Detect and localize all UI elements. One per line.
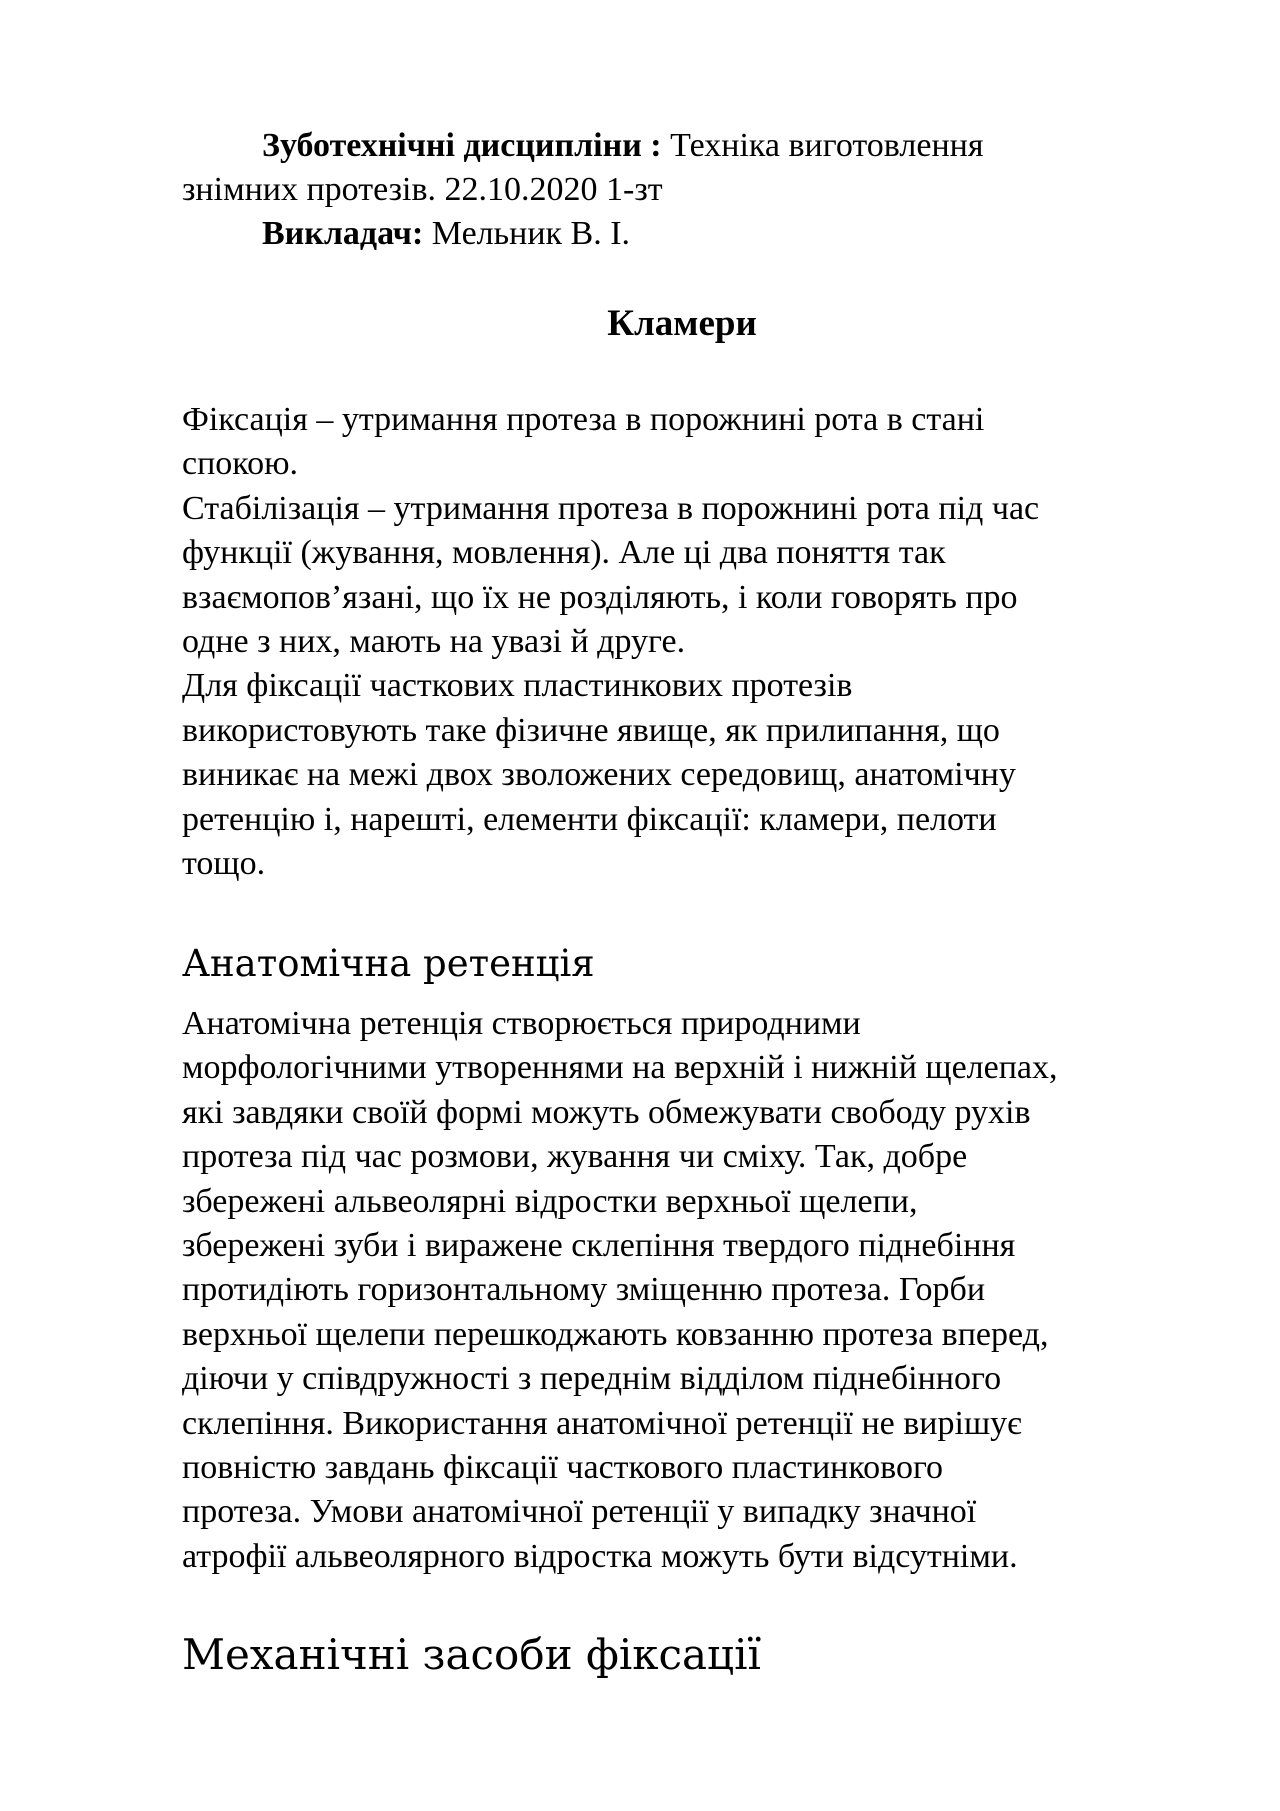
intro-line: тощо. xyxy=(182,845,266,883)
document-header xyxy=(182,124,1212,256)
section-heading-anatomical-retention: Анатомічна ретенція xyxy=(182,942,595,985)
section-heading-mechanical-fixation: Механічні засоби фіксації xyxy=(182,1630,761,1679)
teacher-line xyxy=(182,212,1212,256)
body-line: протидіють горизонтальному зміщенню протеза. Горби xyxy=(182,1271,986,1309)
disciplines-value: Техніка виготовлення xyxy=(661,127,984,164)
disciplines-label: Зуботехнічні дисципліни : xyxy=(262,127,662,164)
body-line: атрофії альвеолярного відростка можуть бути відсутніми. xyxy=(182,1537,1018,1575)
intro-paragraphs xyxy=(182,398,1212,886)
intro-line: використовують таке фізичне явище, як прилипання, що xyxy=(182,711,1000,749)
teacher-label: Викладач: xyxy=(262,215,424,252)
intro-line: Стабілізація – утримання протеза в порожнині рота під час xyxy=(182,489,1040,527)
intro-line: ретенцію і, нарешті, елементи фіксації: кламери, пелоти xyxy=(182,800,997,838)
body-line: склепіння. Використання анатомічної ретенції не вирішує xyxy=(182,1404,1022,1442)
intro-line: виникає на межі двох зволожених середовищ, анатомічну xyxy=(182,756,1016,794)
body-line: які завдяки своїй формі можуть обмежувати свободу рухів xyxy=(182,1093,1031,1131)
body-line: повністю завдань фіксації часткового пластинкового xyxy=(182,1449,944,1487)
disciplines-line xyxy=(182,124,1212,168)
intro-line: спокою. xyxy=(182,445,298,483)
intro-line: взаємопов’язані, що їх не розділяють, і коли говорять про xyxy=(182,578,1018,616)
body-line: протеза під час розмови, жування чи сміху. Так, добре xyxy=(182,1138,968,1176)
document-title: Кламери xyxy=(607,303,757,344)
disciplines-value-continuation: знімних протезів. 22.10.2020 1-зт xyxy=(182,171,663,208)
body-line: морфологічними утвореннями на верхній і нижній щелепах, xyxy=(182,1049,1058,1087)
intro-line: Фіксація – утримання протеза в порожнині рота в стані xyxy=(182,401,985,438)
body-line: Анатомічна ретенція створюється природними xyxy=(182,1005,861,1042)
body-line: збережені зуби і виражене склепіння твердого піднебіння xyxy=(182,1227,1016,1265)
body-line: діючи у співдружності з переднім відділом піднебінного xyxy=(182,1360,1002,1398)
teacher-value: Мельник В. І. xyxy=(423,215,631,252)
body-line: верхньої щелепи перешкоджають ковзанню протеза вперед, xyxy=(182,1315,1049,1353)
body-line: протеза. Умови анатомічної ретенції у випадку значної xyxy=(182,1493,977,1531)
intro-line: одне з них, мають на увазі й друге. xyxy=(182,623,686,661)
body-line: збережені альвеолярні відростки верхньої щелепи, xyxy=(182,1182,918,1220)
anatomical-retention-paragraph xyxy=(182,1002,1212,1579)
intro-line: функції (жування, мовлення). Але ці два поняття так xyxy=(182,534,946,572)
intro-line: Для фіксації часткових пластинкових протезів xyxy=(182,667,853,705)
